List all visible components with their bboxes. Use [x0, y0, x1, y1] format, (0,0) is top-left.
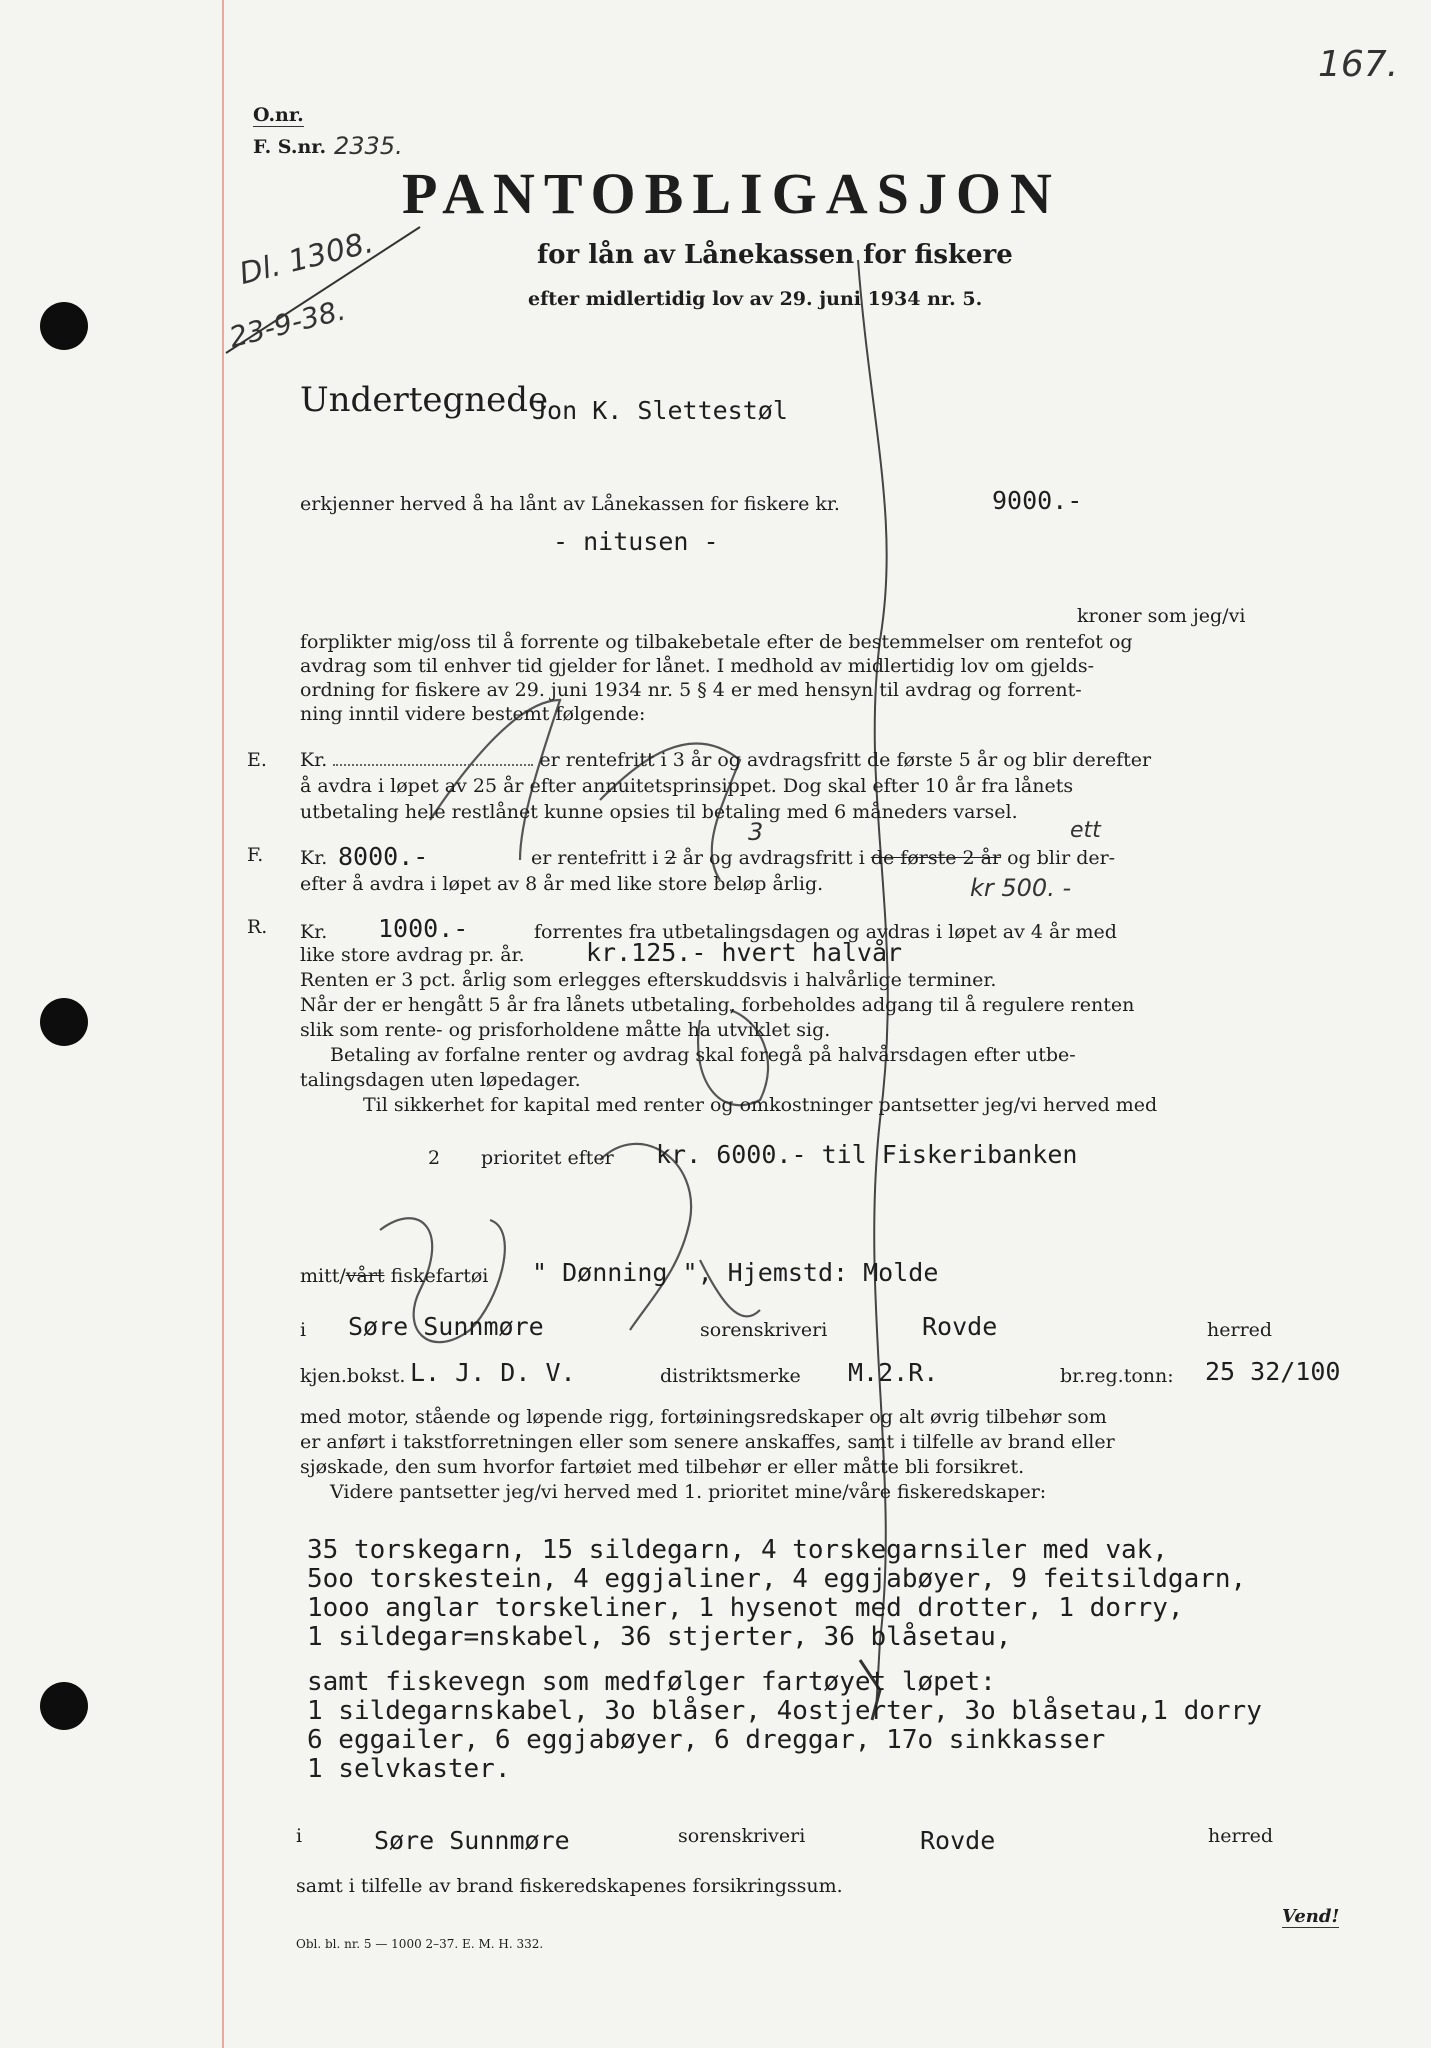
- location2-sorenskriveri: sorenskriveri: [678, 1825, 806, 1847]
- clause-e-text-1: er rentefritt i 3 år og avdragsfritt de første 5 år og blir derefter: [539, 749, 1152, 771]
- motor-line-1: med motor, stående og løpende rigg, fortøiningsredskaper og alt øvrig tilbehør som: [300, 1406, 1107, 1428]
- clause-e-text-3: utbetaling hele restlånet kunne opsies til betaling med 6 måneders varsel.: [300, 801, 1018, 823]
- borrower-name: Jon K. Slettestøl: [532, 396, 788, 425]
- clause-f-text-c: og blir der-: [1007, 847, 1116, 869]
- gear2-line-1: samt fiskevegn som medfølger fartøyet løpet:: [307, 1667, 996, 1697]
- clause-f-letter: F.: [247, 844, 264, 866]
- margin-note-line2: 23-9-38.: [226, 293, 349, 355]
- undersigned-label: [300, 380, 548, 420]
- turn-over-note: Vend!: [1282, 1906, 1340, 1927]
- interest-line-5: talingsdagen uten løpedager.: [300, 1069, 581, 1091]
- margin-note-line1: Dl. 1308.: [236, 225, 377, 292]
- priority-label: prioritet efter: [481, 1147, 614, 1169]
- fsnr-value: 2335.: [334, 132, 403, 160]
- interest-line-6: Til sikkerhet for kapital med renter og omkostninger pantsetter jeg/vi herved med: [363, 1094, 1158, 1116]
- priority-number: 2: [428, 1147, 441, 1169]
- location2-herred: herred: [1208, 1825, 1274, 1847]
- interest-line-1: Renten er 3 pct. årlig som erlegges efterskuddsvis i halvårlige terminer.: [300, 969, 997, 991]
- vessel-label: [300, 1264, 488, 1289]
- interest-line-3: slik som rente- og prisforholdene måtte ha utviklet sig.: [300, 1019, 831, 1041]
- clause-f-kr: Kr.: [300, 847, 328, 869]
- document-subtitle: for lån av Lånekassen for fiskere: [537, 240, 1013, 270]
- gear-line-4: 1 sildegar=nskabel, 36 stjerter, 36 blåsetau,: [307, 1622, 1012, 1652]
- clause-r-line2-print: like store avdrag pr. år.: [300, 944, 525, 966]
- loan-amount: 9000.-: [992, 486, 1083, 515]
- obligation-line-3: ordning for fiskere av 29. juni 1934 nr. 5 § 4 er med hensyn til avdrag og forrent-: [300, 679, 1082, 701]
- loan-statement: erkjenner herved å ha lånt av Lånekassen for fiskere kr.: [300, 493, 840, 515]
- vessel-label-prefix: mitt/: [300, 1265, 346, 1287]
- gear2-line-2: 1 sildegarnskabel, 3o blåser, 4ostjerter, 3o blåsetau,1 dorry: [307, 1696, 1262, 1726]
- clause-f-struck-text: de første 2 år: [870, 847, 1002, 869]
- motor-line-2: er anført i takstforretningen eller som senere anskaffes, samt i tilfelle av brand eller: [300, 1431, 1115, 1453]
- vessel-label-struck: vårt: [345, 1265, 385, 1287]
- distr-value: M.2.R.: [848, 1358, 939, 1387]
- obligation-line-2: avdrag som til enhver tid gjelder for lånet. I medhold av midlertidig lov om gjelds-: [300, 655, 1095, 677]
- gear-line-3: 1ooo anglar torskeliner, 1 hysenot med drotter, 1 dorry,: [307, 1593, 1184, 1623]
- interest-line-2: Når der er hengått 5 år fra lånets utbetaling, forbeholdes adgang til å regulere renten: [300, 994, 1135, 1016]
- clause-f-line2: efter å avdra i løpet av 8 år med like store beløp årlig.: [300, 873, 824, 895]
- clause-f-text-a: er rentefritt i: [531, 847, 659, 869]
- location2-district: Søre Sunnmøre: [374, 1826, 570, 1855]
- kjen-label: kjen.bokst.: [300, 1365, 406, 1387]
- gear-line-2: 5oo torskestein, 4 eggjaliner, 4 eggjabøyer, 9 feitsildgarn,: [307, 1564, 1247, 1594]
- page-number: 167.: [1318, 44, 1399, 85]
- fsnr-label: F. S.nr.: [253, 136, 327, 158]
- clause-f-years-hand: 3: [748, 818, 764, 846]
- clause-r-amount: 1000.-: [378, 914, 469, 943]
- clause-e-kr: Kr.: [300, 749, 328, 771]
- clause-e-text-2: å avdra i løpet av 25 år efter annuitetsprinsippet. Dog skal efter 10 år fra lånets: [300, 775, 1074, 797]
- clause-f-line2-hand: kr 500. -: [970, 874, 1072, 902]
- vessel-label-suffix: fiskefartøi: [384, 1265, 489, 1287]
- gear2-line-4: 1 selvkaster.: [307, 1754, 511, 1784]
- brreg-value: 25 32/100: [1205, 1357, 1341, 1386]
- clause-e-row: [300, 748, 1151, 773]
- vessel-herred-name: Rovde: [922, 1312, 998, 1341]
- vessel-sorenskriveri: sorenskriveri: [700, 1319, 828, 1341]
- closing-line: samt i tilfelle av brand fiskeredskapenes forsikringssum.: [296, 1875, 843, 1897]
- gear2-line-3: 6 eggailer, 6 eggjabøyer, 6 dreggar, 17o sinkkasser: [307, 1725, 1106, 1755]
- clause-e-amount-blank: [333, 764, 533, 766]
- clause-r-kr: Kr.: [300, 921, 328, 943]
- clause-f-hand-insert: ett: [1070, 818, 1101, 843]
- clause-r-letter: R.: [247, 916, 268, 938]
- kroner-line: kroner som jeg/vi: [1077, 605, 1246, 627]
- vessel-district: Søre Sunnmøre: [348, 1312, 544, 1341]
- document-law-reference: efter midlertidig lov av 29. juni 1934 nr. 5.: [528, 288, 983, 310]
- vessel-i: i: [300, 1319, 307, 1341]
- motor-line-3: sjøskade, den sum hvorfor fartøiet med tilbehør er eller måtte bli forsikret.: [300, 1456, 1025, 1478]
- clause-r-line1: forrentes fra utbetalingsdagen og avdras i løpet av 4 år med: [534, 921, 1117, 943]
- clause-f-amount: 8000.-: [338, 842, 429, 871]
- undersigned-label-text: Undertegnede: [300, 380, 549, 420]
- obligation-line-4: ning inntil videre bestemt følgende:: [300, 703, 646, 725]
- vessel-name: " Dønning ", Hjemstd: Molde: [532, 1258, 939, 1287]
- interest-line-4: Betaling av forfalne renter og avdrag skal foregå på halvårsdagen efter utbe-: [330, 1044, 1076, 1066]
- priority-typed: kr. 6000.- til Fiskeribanken: [656, 1140, 1078, 1169]
- gear-line-1: 35 torskegarn, 15 sildegarn, 4 torskegarnsiler med vak,: [307, 1535, 1168, 1565]
- document-title: PANTOBLIGASJON: [402, 161, 1061, 226]
- distr-label: distriktsmerke: [660, 1365, 801, 1387]
- vessel-herred: herred: [1207, 1319, 1273, 1341]
- clause-e-letter: E.: [247, 749, 267, 771]
- motor-line-4: Videre pantsetter jeg/vi herved med 1. prioritet mine/våre fiskeredskaper:: [330, 1481, 1047, 1503]
- clause-f-years-printed: 2: [664, 847, 677, 869]
- onr-label: O.nr.: [253, 104, 304, 126]
- location2-herred-name: Rovde: [920, 1826, 996, 1855]
- obligation-line-1: forplikter mig/oss til å forrente og tilbakebetale efter de bestemmelser om rentefot og: [300, 631, 1133, 653]
- clause-r-line2-typed: kr.125.- hvert halvår: [586, 938, 903, 967]
- location2-i: i: [296, 1825, 303, 1847]
- clause-f-text-b: år og avdragsfritt i: [682, 847, 865, 869]
- loan-amount-words: - nitusen -: [553, 527, 719, 556]
- kjen-value: L. J. D. V.: [410, 1358, 576, 1387]
- clause-f-line1: [531, 846, 1115, 871]
- form-code: Obl. bl. nr. 5 — 1000 2–37. E. M. H. 332.: [296, 1937, 544, 1951]
- brreg-label: br.reg.tonn:: [1060, 1365, 1174, 1387]
